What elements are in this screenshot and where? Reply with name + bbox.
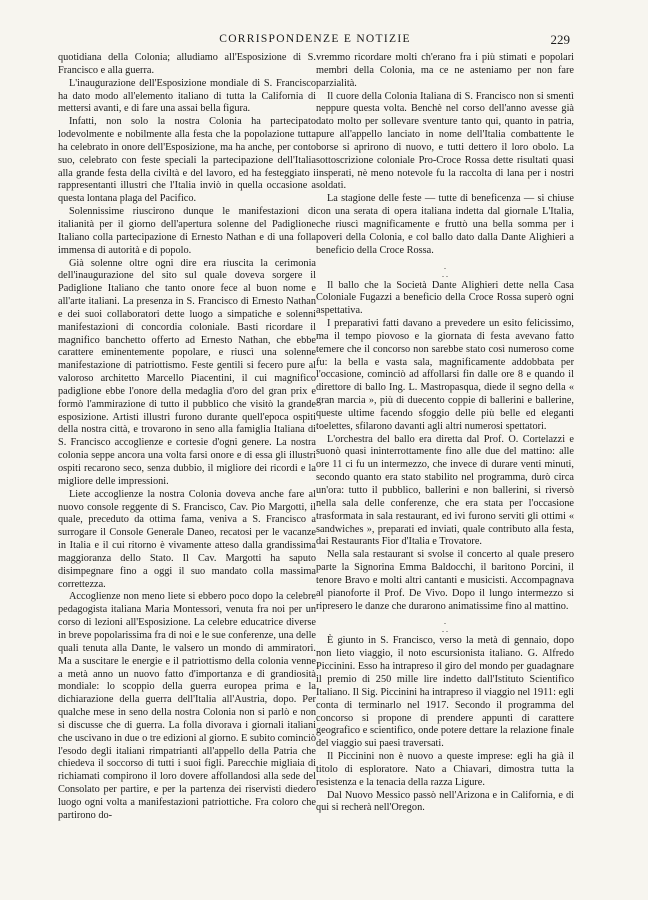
page-header — [60, 33, 570, 49]
paragraph: Solennissime riuscirono dunque le manifestazioni di italianità per il giorno dell'apertura solenne del Padiglione Italiano colla partecipazione di Ernesto Nathan e di una folla immensa di autorità e di popolo. — [58, 206, 316, 256]
paragraph: È giunto in S. Francisco, verso la metà di gennaio, dopo non lieto viaggio, il noto escursionista italiano. G. Alfredo Piccinini. Esso ha intrapreso il giro del mondo per guadagnare il premio di 250 mille lire indetto dall'Istituto Scientifico Italiano. Il Sig. Piccinini ha intrapreso il viaggio nel 1911: egli conta di terminarlo nel 1917. Secondo il programma del concorso si propone di prendere appunti di carattere geografico e scientifico, onde potere dettare la relazione finale del viaggio sui paesi traversati. — [316, 635, 574, 750]
paragraph: La stagione delle feste — tutte di beneficenza — si chiuse con una serata di opera italiana indetta dal giornale L'Italia, che riuscì magnificamente e fruttò una bella somma per i poveri della Colonia, e col ballo dato dalla Dante Alighieri a beneficio della Croce Rossa. — [316, 193, 574, 256]
paragraph: Già solenne oltre ogni dire era riuscita la cerimonia dell'inaugurazione del sito sul quale doveva sorgere il Padiglione Italiano che tanto onore fece al buon nome e all'arte italiani. La presenza in S. Francisco di Ernesto Nathan e dei suoi collaboratori dette luogo a simpatiche e solenni manifestazioni di concordia coloniale. Basti ricordare il magnifico banchetto offerto ad Ernesto Nathan, che ebbe carattere eminentemente popolare, e riuscì una solenne manifestazione di patriottismo. Feste gentili si fecero pure al valoroso architetto Marcello Piacentini, il cui magnifico padiglione ebbe l'onore della medaglia d'oro del gran prix e formò l'ammirazione di tutto il pubblico che visitò la grande esposizione. Artisti illustri furono durante quell'epoca ospiti della nostra città, e trovarono in seno alla famiglia Italiana di S. Francisco accoglienze e cortesie d'ogni genere. La nostra colonia seppe ancora una volta farsi onore e di essa gli illustri ospiti recarono seco, senza dubbio, il migliore dei ricordi e la migliore delle impressioni. — [58, 257, 316, 487]
paragraph: Il ballo che la Società Dante Alighieri dette nella Casa Coloniale Fugazzi a beneficio della Croce Rossa superò ogni aspettativa. — [316, 279, 574, 317]
paragraph: Infatti, non solo la nostra Colonia ha partecipato lodevolmente e nobilmente alla festa che la popolazione tutta ha celebrato in onore dell'Esposizione, ma ha anche, per conto suo, celebrato con feste speciali la partecipazione dell'Italia alla grande festa della civiltà e del lavoro, ed ha festeggiato i rappresentanti illustri che l'Italia inviò in quella occasione a questa lontana plaga del Pacifico. — [58, 116, 316, 205]
separator-dot: . — [444, 617, 446, 627]
paragraph: Nella sala restaurant si svolse il concerto al quale presero parte la Signorina Emma Baldocchi, il baritono Porcini, il tenore Bravo e molti altri cantanti e musicisti. Accompagnava al pianoforte il Prof. De Vivo. Dopo il lungo intermezzo si ripresero le danze che durarono animatissime fino al mattino. — [316, 549, 574, 612]
section-separator — [316, 613, 574, 635]
paragraph: L'inaugurazione dell'Esposizione mondiale di S. Francisco ha dato modo all'elemento italiano di tutta la California di mettersi avanti, e di fare una assai bella figura. — [58, 77, 316, 115]
paragraph: Dal Nuovo Messico passò nell'Arizona e in California, e di qui si recherà nell'Oregon. — [316, 789, 574, 814]
separator-dots: . . — [442, 625, 448, 635]
paragraph: L'orchestra del ballo era diretta dal Prof. O. Cortelazzi e suonò quasi ininterrottamente fino alle due del mattino: alle ore 11 ci fu un intermezzo, che invece di durare venti minuti, secondo quanto era stato stabilito nel programma, durò circa un'ora: tutto il pubblico, ballerini e non ballerini, si riversò nella sala delle conferenze, che era stata per l'occasione trasformata in sala restaurant, ed ivi furono serviti gli ottimi « sandwiches », preparati ed inviati, quale contributo alla festa, dai Restaurants Fior d'Italia e Trovatore. — [316, 433, 574, 548]
separator-dots: . . — [442, 269, 448, 279]
page-number: 229 — [550, 32, 570, 47]
paragraph: I preparativi fatti davano a prevedere un esito felicissimo, ma il tempo piovoso e la giornata di festa avevano fatto temere che il concorso non sarebbe stato così numeroso come fu: la bella e vasta sala, magnificamente addobbata per l'occasione, cominciò ad affollarsi fin dalle ore 8 e quando il direttore di ballo Ing. L. Mastropasqua, diede il segno della « gran marcia », più di duecento coppie di ballerini e ballerine, queste ultime facendo sfoggio delle più belle ed eleganti toelettes, sfilarono davanti agli altri numerosi spettatori. — [316, 318, 574, 432]
paragraph: vremmo ricordare molti ch'erano fra i più stimati e popolari membri della Colonia, ma ce ne asteniamo per non fare parzialità. — [316, 52, 574, 89]
paragraph: Accoglienze non meno liete si ebbero poco dopo la celebre pedagogista italiana Maria Montessori, venuta fra noi per un corso di lezioni all'Esposizione. La celebre educatrice diverse in breve popolarissima fra di noi e le sue conferenze, una delle quali tenuta alla Dante, le valsero un mondo di ammiratori. Ma a suscitare le energie e il patriottismo della colonia venne a metà anno un nuovo fatto d'importanza e di grandiosità mondiale: lo scoppio della guerra europea prima e la dichiarazione della guerra dell'Italia all'Austria, dopo. Per qualche mese in seno della nostra Colonia non si parlò e non si discusse che di guerra. La folla divorava i giornali italiani che uscivano in due o tre edizioni al giorno. E subito cominciò l'esodo degli italiani rimpatrianti all'appello della Patria che chiedeva il soccorso di tutti i suoi figli. Parecchie migliaia di richiamati compirono il loro dovere affollandosi alla sede del Consolato per partire, e per la partenza dei riservisti diedero luogo ogni volta a manifestazioni patriottiche. Fra coloro che partirono do- — [58, 591, 316, 821]
paragraph: quotidiana della Colonia; alludiamo all'Esposizione di S. Francisco e alla guerra. — [58, 52, 316, 76]
paragraph: Il cuore della Colonia Italiana di S. Francisco non si smentì neppure questa volta. Benchè nel corso dell'anno avesse già dato molto per sollevare sventure tanto qui, quanto in patria, pure all'appello lanciato in nome dell'Italia combattente le borse si aprirono di nuovo, e tutti dettero il loro obolo. La sottoscrizione coloniale Pro-Croce Rossa dette risultati quasi insperati, nè meno notevole fu la raccolta di lana per i nostri soldati. — [316, 90, 574, 192]
running-title: CORRISPONDENZE E NOTIZIE — [219, 33, 411, 45]
right-column — [316, 52, 574, 815]
separator-dot: . — [444, 261, 446, 271]
left-column — [58, 52, 316, 823]
paragraph: Il Piccinini non è nuovo a queste imprese: egli ha già il titolo di esploratore. Nato a Chiavari, dimostra tutta la resistenza e la tenacia della razza Ligure. — [316, 751, 574, 788]
paragraph: Liete accoglienze la nostra Colonia doveva anche fare al nuovo console reggente di S. Francisco, Cav. Pio Margotti, il quale, preceduto da ottima fama, veniva a S. Francisco a surrogare il Console Generale Daneo, recatosi per le vacanze in Italia e il cui ritorno è vivamente atteso dalla grandissima maggioranza dello Stato. Il Cav. Margotti ha saputo disimpegnare fino a oggi il suo mandato colla massima correttezza. — [58, 488, 316, 590]
section-separator — [316, 258, 574, 280]
